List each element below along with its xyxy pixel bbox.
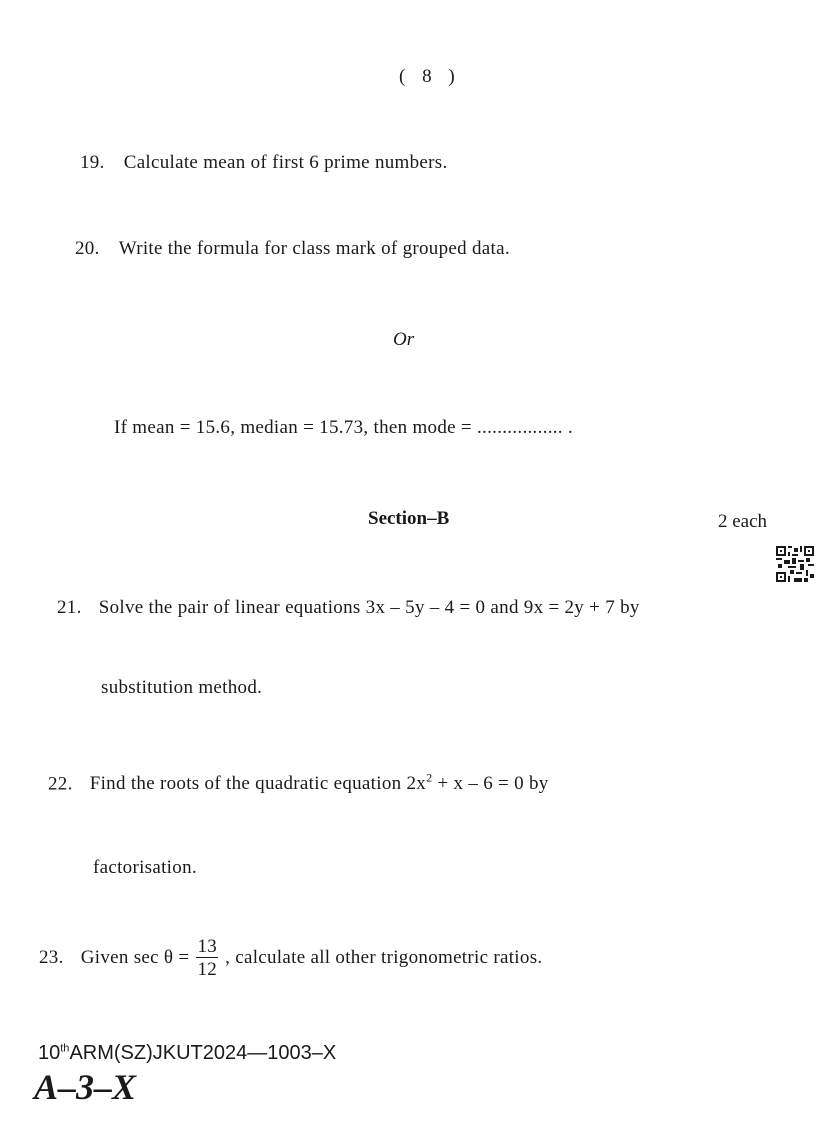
question-text-line-1: Solve the pair of linear equations 3x – 5y – 4 = 0 and 9x = 2y + 7 by: [98, 597, 640, 618]
question-text-line-1: Find the roots of the quadratic equation $2x^2 + x - 6 = 0$ by: [89, 771, 549, 795]
question-23: [39, 937, 542, 979]
question-20-alternative: If mean = 15.6, median = 15.73, then mode = ................. .: [114, 417, 573, 438]
section-marks: 2 each: [718, 511, 768, 532]
question-21: [57, 597, 640, 619]
question-20: [75, 238, 510, 260]
fraction-denominator: 12: [197, 959, 218, 980]
question-number: 22.: [48, 773, 73, 795]
question-number: 21.: [57, 597, 82, 618]
question-22-continuation: factorisation.: [93, 857, 197, 878]
question-text-start: Given sec θ =: [80, 947, 190, 968]
question-number: 23.: [39, 947, 64, 968]
question-number: 20.: [75, 238, 100, 259]
section-heading: Section–B: [368, 508, 450, 529]
question-19: [80, 152, 448, 174]
question-text: Calculate mean of first 6 prime numbers.: [123, 152, 448, 173]
qr-code-icon: [776, 546, 814, 582]
question-number: 19.: [80, 152, 105, 173]
or-label: Or: [393, 329, 415, 350]
question-text-end: , calculate all other trigonometric ratios.: [225, 947, 543, 968]
paper-code: 10thARM(SZ)JKUT2024—1003–X: [38, 1042, 337, 1064]
question-21-continuation: substitution method.: [101, 677, 263, 698]
fraction-numerator: 13: [197, 936, 218, 957]
question-text: Write the formula for class mark of grouped data.: [118, 238, 510, 259]
page-number: ( 8 ): [399, 66, 461, 87]
fraction: [196, 937, 218, 979]
question-22: [48, 771, 549, 795]
paper-set-code: A–3–X: [34, 1067, 137, 1107]
